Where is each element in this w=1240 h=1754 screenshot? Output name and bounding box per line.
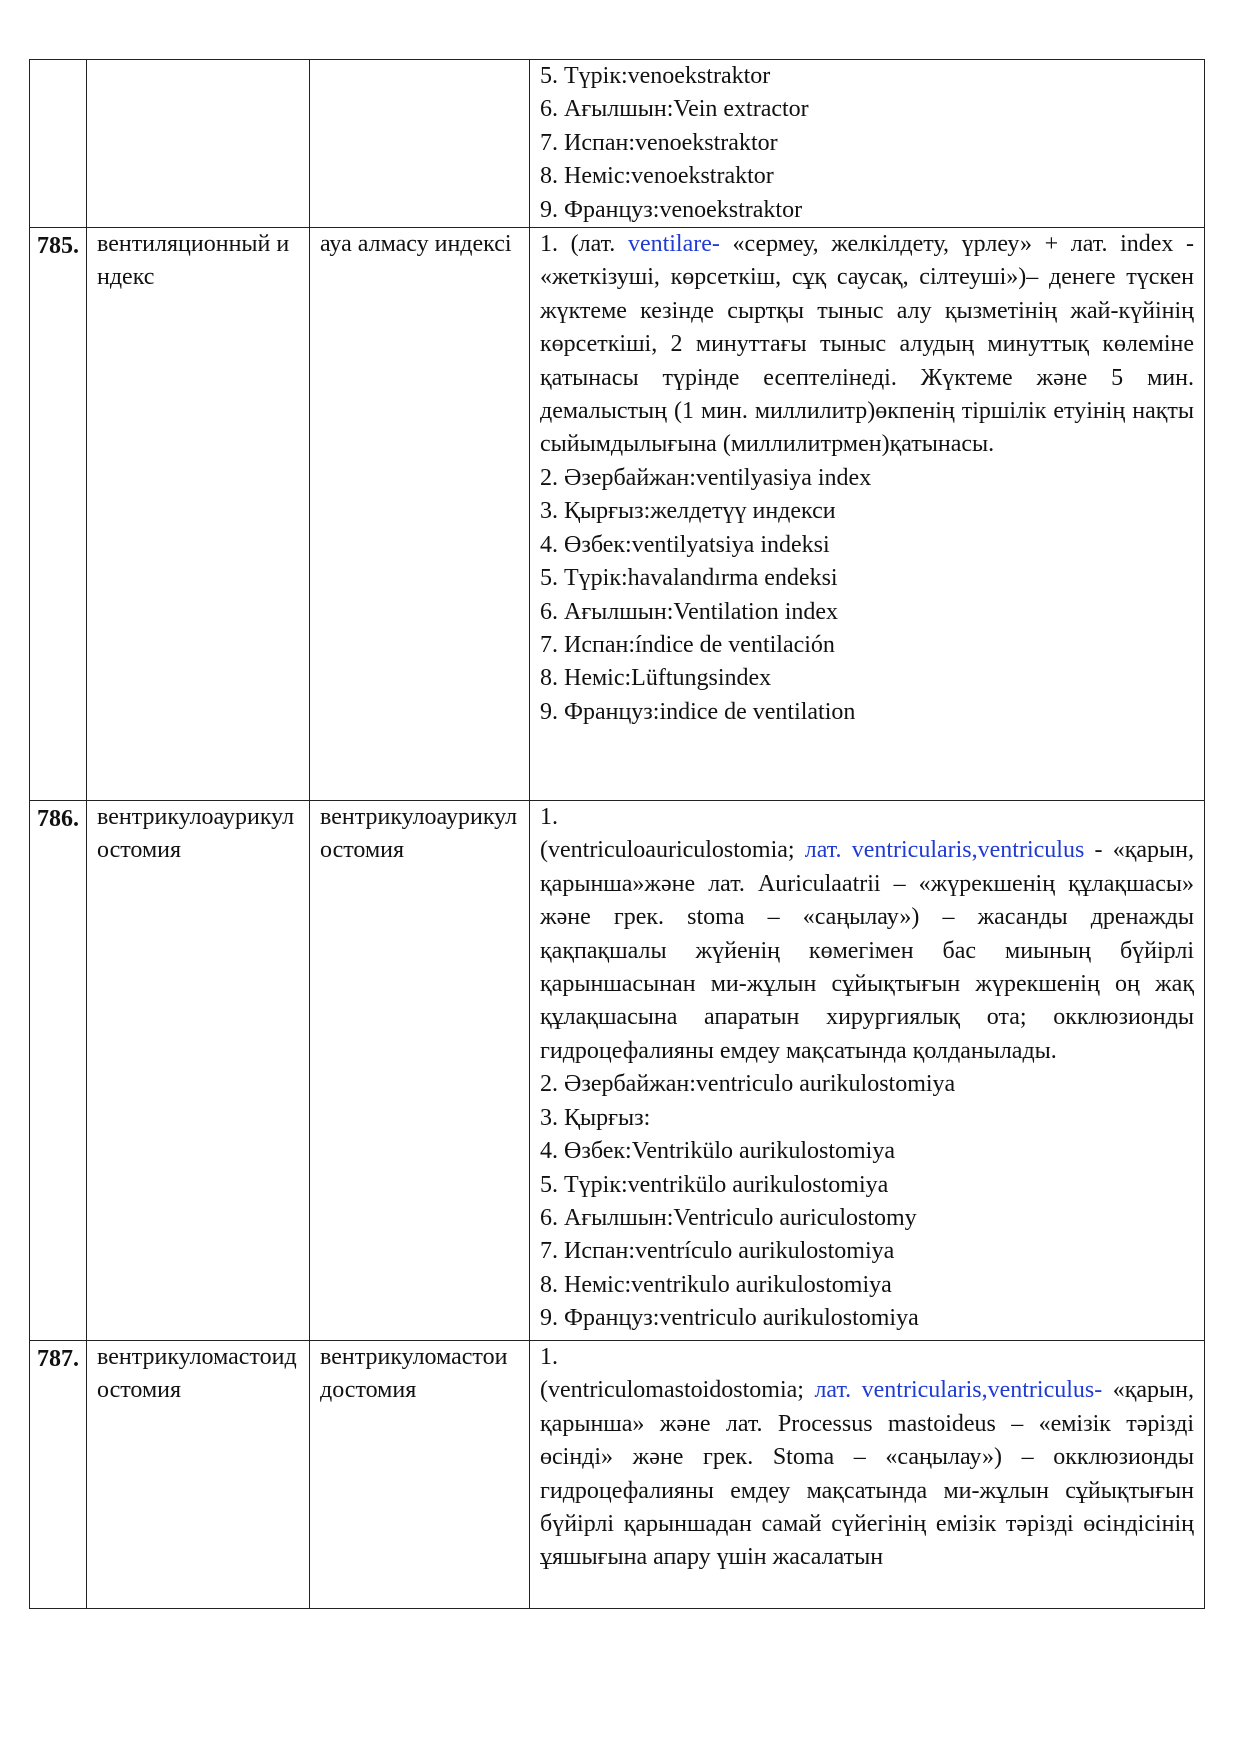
table-row: [30, 228, 1205, 801]
entry-number: 786.: [30, 801, 87, 1341]
table-row: [30, 1341, 1205, 1609]
definition-text: 1. (лат. ventilare- «сермеу, желкілдету, үрлеу» + лат. index - «жеткізуші, көрсеткіш, сұқ саусақ, сілтеуші»)– денеге түскен жүктеме кезінде сыртқы тыныс алу қызметінің жай-күйінің көрсеткіші, 2 минуттағы тыныс алудың минуттық көлеміне қатынасы түрінде есептелінеді. Жүктеме және 5 мин. демалыстың (1 мин. миллилитр)өкпенің тіршілік етуінің нақты сыйымдылығына (миллилитрмен)қатынасы.: [540, 231, 1194, 458]
translation-line: 7. Испан:ventrículo aurikulostomiya: [540, 1238, 895, 1265]
translation-line: 2. Әзербайжан:ventriculo aurikulostomiya: [540, 1071, 956, 1098]
translation-line: 9. Француз:ventriculo aurikulostomiya: [540, 1305, 919, 1332]
translation-line: 7. Испан:venoekstraktor: [540, 129, 778, 156]
entry-number: 785.: [30, 228, 87, 801]
latin-term: лат. ventricularis,ventriculus: [804, 837, 1085, 864]
translation-line: 4. Өзбек:ventilyatsiya indeksi: [540, 531, 830, 558]
translation-line: 5. Түрік:havalandırma endeksi: [540, 565, 838, 592]
translation-line: 5. Түрік:ventrikülo aurikulostomiya: [540, 1171, 889, 1198]
term-ru: вентрикулоаурикулостомия: [87, 801, 310, 1341]
term-kz: ауа алмасу индексі: [310, 228, 530, 801]
term-kz: вентрикуломастоидостомия: [310, 1341, 530, 1609]
translation-line: 9. Француз:indice de ventilation: [540, 698, 856, 725]
definition-cell: 1. (ventriculoauriculostomia; лат. ventricularis,ventriculus - «қарын, қарынша»және лат. Auriculaatrii – «жүрекшенің құлақшасы» және грек. stoma – «саңылау») – жасанды дренажды қақпақшалы жүйенің көмегімен бас миының бүйірлі қарыншасынан ми-жұлын сұйықтығын жүрекшенің оң жақ құлақшасына апаратын хирургиялық ота; окклюзионды гидроцефалияны емдеу мақсатында қолданылады. 2. Әзербайжан:ventriculo aurikulostomiya 3. Қырғыз: 4. Өзбек:Ventrikülo aurikulostomiya 5. Түрік:ventrikülo aurikulostomiya 6. Ағылшын:Ventriculo auriculostomy 7. Испан:ventrículo aurikulostomiya 8. Неміс:ventrikulo aurikulostomiya 9. Француз:ventriculo aurikulostomiya: [530, 801, 1205, 1341]
latin-term: лат. ventricularis,ventriculus-: [814, 1377, 1103, 1404]
translation-line: 9. Француз:venoekstraktor: [540, 196, 803, 223]
translation-line: 4. Өзбек:Ventrikülo aurikulostomiya: [540, 1138, 895, 1165]
definition-cell: [530, 60, 1205, 228]
translation-line: 8. Неміс:ventrikulo aurikulostomiya: [540, 1271, 892, 1298]
translation-line: 6. Ағылшын:Vein extractor: [540, 96, 809, 123]
table-row: [30, 801, 1205, 1341]
definition-text: (ventriculoauriculostomia; лат. ventricularis,ventriculus - «қарын, қарынша»және лат. Auriculaatrii – «жүрекшенің құлақшасы» және грек. stoma – «саңылау») – жасанды дренажды қақпақшалы жүйенің көмегімен бас миының бүйірлі қарыншасынан ми-жұлын сұйықтығын жүрекшенің оң жақ құлақшасына апаратын хирургиялық ота; окклюзионды гидроцефалияны емдеу мақсатында қолданылады.: [540, 837, 1194, 1064]
translation-line: 8. Неміс:venoekstraktor: [540, 163, 774, 190]
term-ru-cell: [87, 60, 310, 228]
translation-line: 6. Ағылшын:Ventriculo auriculostomy: [540, 1204, 917, 1231]
translation-line: 5. Түрік:venoekstraktor: [540, 63, 771, 89]
latin-term: ventilare-: [627, 231, 720, 258]
translation-line: 2. Әзербайжан:ventilyasiya index: [540, 464, 872, 491]
term-ru: вентиляционный индекс: [87, 228, 310, 801]
dictionary-table: [29, 59, 1205, 1609]
definition-text: (ventriculomastoidostomia; лат. ventricularis,ventriculus- «қарын, қарынша» және лат. Processus mastoideus – «емізік тәрізді өсінді» және грек. Stoma – «саңылау») – окклюзионды гидроцефалияны емдеу мақсатында ми-жұлын сұйықтығын бүйірлі қарыншадан самай сүйегінің емізік тәрізді өсіндісінің ұяшығына апару үшін жасалатын: [540, 1377, 1195, 1571]
entry-number-cell: [30, 60, 87, 228]
definition-cell: 1. (ventriculomastoidostomia; лат. ventricularis,ventriculus- «қарын, қарынша» және лат. Processus mastoideus – «емізік тәрізді өсінді» және грек. Stoma – «саңылау») – окклюзионды гидроцефалияны емдеу мақсатында ми-жұлын сұйықтығын бүйірлі қарыншадан самай сүйегінің емізік тәрізді өсіндісінің ұяшығына апару үшін жасалатын: [530, 1341, 1205, 1609]
translation-line: 7. Испан:índice de ventilación: [540, 631, 835, 658]
translation-line: 8. Неміс:Lüftungsindex: [540, 665, 772, 692]
definition-cell: [530, 228, 1205, 801]
table-row: [30, 60, 1205, 228]
term-kz-cell: [310, 60, 530, 228]
translation-line: 3. Қырғыз:: [540, 1104, 651, 1131]
translation-line: 6. Ағылшын:Ventilation index: [540, 598, 839, 625]
term-kz: вентрикулоаурикулостомия: [310, 801, 530, 1341]
translation-line: 3. Қырғыз:желдетүү индекси: [540, 498, 836, 525]
entry-number: 787.: [30, 1341, 87, 1609]
term-ru: вентрикуломастоидостомия: [87, 1341, 310, 1609]
